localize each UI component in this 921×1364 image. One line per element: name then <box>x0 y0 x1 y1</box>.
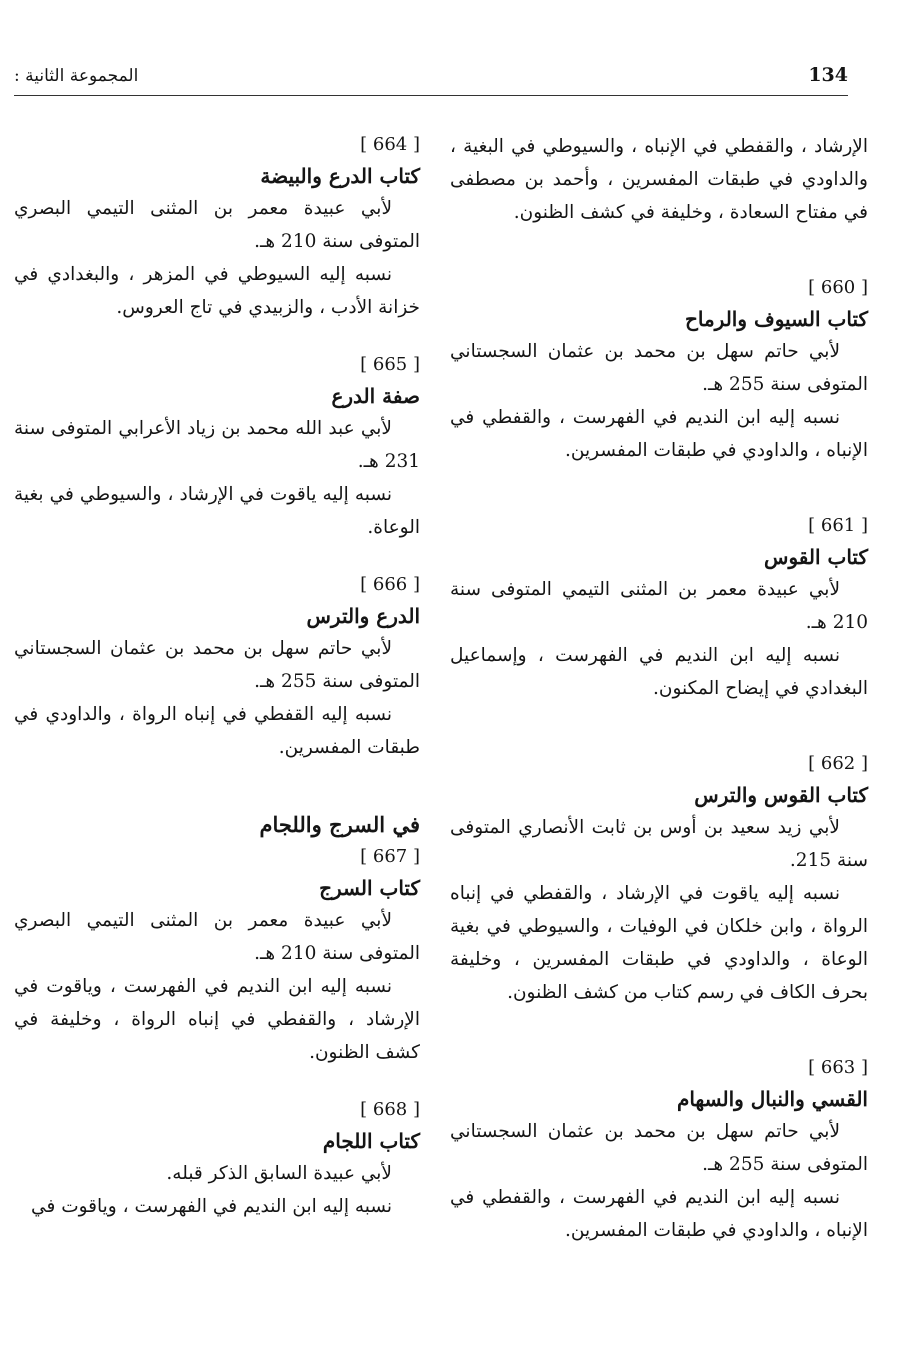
entry-refs: نسبه إليه ابن النديم في الفهرست ، والقفطي في الإنباه ، والداودي في طبقات المفسرين. <box>450 407 868 461</box>
entry-title: القسي والنبال والسهام <box>676 1087 868 1111</box>
entry-664 <box>14 130 420 324</box>
running-head: المجموعة الثانية : <box>14 66 139 86</box>
section-heading: في السرج واللجام <box>259 812 420 837</box>
entry-author: لأبي عبد الله محمد بن زياد الأعرابي المتوفى سنة 231 هـ. <box>14 418 420 472</box>
entry-refs: نسبه إليه ابن النديم في الفهرست ، وياقوت في الإرشاد ، والقفطي في إنباه الرواة ، وخليفة في كشف الظنون. <box>14 976 420 1063</box>
entry-number: [ 661 ] <box>808 515 868 536</box>
left-column <box>14 130 420 1223</box>
entry-666 <box>14 570 420 764</box>
entry-number: [ 668 ] <box>360 1099 420 1120</box>
right-column <box>450 130 868 1247</box>
entry-title: كتاب الدرع والبيضة <box>260 164 420 188</box>
intro-paragraph: الإرشاد ، والقفطي في الإنباه ، والسيوطي في البغية ، والداودي في طبقات المفسرين ، وأحمد بن مصطفى في مفتاح السعادة ، وخليفة في كشف الظنون. <box>450 136 868 223</box>
header-rule <box>14 95 848 96</box>
entry-667 <box>14 842 420 1069</box>
entry-refs: نسبه إليه ياقوت في الإرشاد ، والسيوطي في بغية الوعاة. <box>14 484 420 538</box>
entry-author: لأبي عبيدة معمر بن المثنى التيمي البصري المتوفى سنة 210 هـ. <box>14 910 420 964</box>
entry-title: كتاب اللجام <box>322 1129 420 1153</box>
entry-title: صفة الدرع <box>331 384 420 408</box>
entry-665 <box>14 350 420 544</box>
entry-660 <box>450 273 868 467</box>
entry-refs: نسبه إليه السيوطي في المزهر ، والبغدادي في خزانة الأدب ، والزبيدي في تاج العروس. <box>14 264 420 318</box>
entry-title: كتاب القوس والترس <box>694 783 868 807</box>
entry-author: لأبي حاتم سهل بن محمد بن عثمان السجستاني المتوفى سنة 255 هـ. <box>14 638 420 692</box>
entry-refs: نسبه إليه القفطي في إنباه الرواة ، والداودي في طبقات المفسرين. <box>14 704 420 758</box>
entry-title: كتاب السيوف والرماح <box>684 307 868 331</box>
entry-number: [ 664 ] <box>360 134 420 155</box>
entry-author: لأبي حاتم سهل بن محمد بن عثمان السجستاني المتوفى سنة 255 هـ. <box>450 341 868 395</box>
entry-number: [ 666 ] <box>360 574 420 595</box>
entry-title: كتاب القوس <box>764 545 868 569</box>
entry-number: [ 660 ] <box>808 277 868 298</box>
page-header <box>14 62 848 96</box>
entry-author: لأبي حاتم سهل بن محمد بن عثمان السجستاني المتوفى سنة 255 هـ. <box>450 1121 868 1175</box>
entry-number: [ 662 ] <box>808 753 868 774</box>
entry-refs: نسبه إليه ابن النديم في الفهرست ، وياقوت في <box>31 1196 392 1217</box>
entry-661 <box>450 511 868 705</box>
entry-title: كتاب السرج <box>319 876 420 900</box>
entry-number: [ 665 ] <box>360 354 420 375</box>
entry-author: لأبي عبيدة السابق الذكر قبله. <box>166 1163 392 1184</box>
entry-author: لأبي زيد سعيد بن أوس بن ثابت الأنصاري المتوفى سنة 215. <box>450 817 868 871</box>
entry-663 <box>450 1053 868 1247</box>
entry-author: لأبي عبيدة معمر بن المثنى التيمي البصري المتوفى سنة 210 هـ. <box>14 198 420 252</box>
page-number: 134 <box>808 64 848 86</box>
entry-number: [ 663 ] <box>808 1057 868 1078</box>
entry-author: لأبي عبيدة معمر بن المثنى التيمي المتوفى سنة 210 هـ. <box>450 579 868 633</box>
entry-number: [ 667 ] <box>360 846 420 867</box>
entry-662 <box>450 749 868 1009</box>
entry-refs: نسبه إليه ابن النديم في الفهرست ، وإسماعيل البغدادي في إيضاح المكنون. <box>450 645 868 699</box>
entry-refs: نسبه إليه ياقوت في الإرشاد ، والقفطي في إنباه الرواة ، وابن خلكان في الوفيات ، والسيوطي في بغية الوعاة ، والداودي في طبقات المفسرين ، وخليفة بحرف الكاف في رسم كتاب من كشف الظنون. <box>450 883 868 1003</box>
entry-668 <box>14 1095 420 1223</box>
entry-title: الدرع والترس <box>306 604 420 628</box>
entry-refs: نسبه إليه ابن النديم في الفهرست ، والقفطي في الإنباه ، والداودي في طبقات المفسرين. <box>450 1187 868 1241</box>
